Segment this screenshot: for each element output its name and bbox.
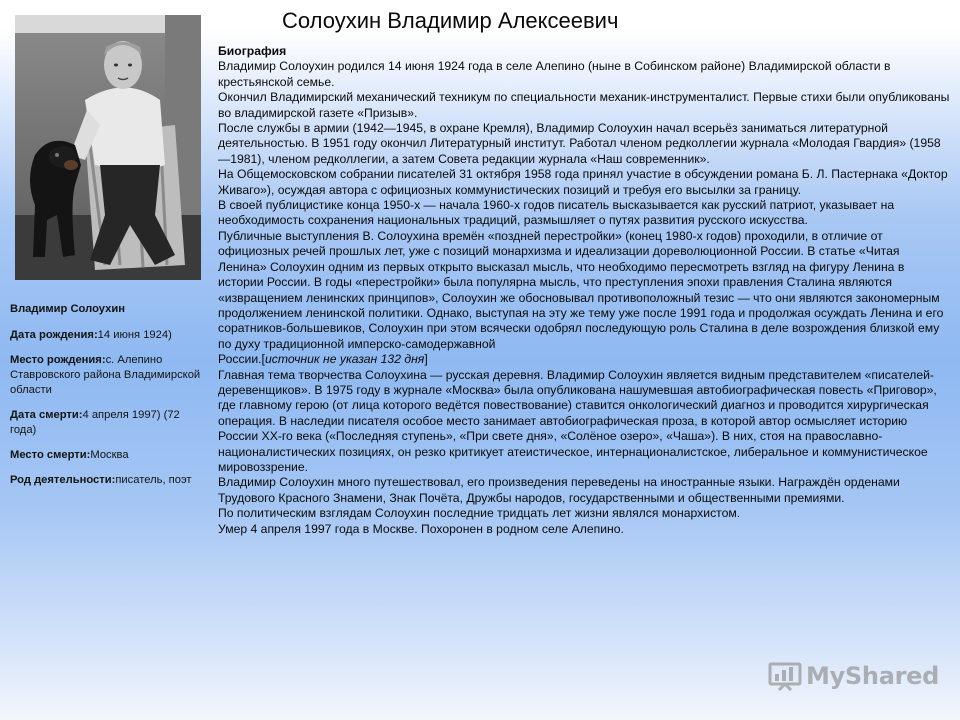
infobox-row-occupation: [10, 473, 206, 488]
presentation-board-icon: [768, 661, 802, 691]
portrait-photo: [15, 15, 201, 280]
bio-text: Публичные выступления В. Солоухина времён «поздней перестройки» (конец 1980-х годов) проходили, в отличие от официозных речей прошлых лет, уже с позиций монархизма и идеализации дореволюционной России. В статье «Читая Ленина» Солоухин одним из первых открыто высказал мысль, что необходимо пересмотреть взгляд на фигуру Ленина в истории России. В годы «перестройки» была популярна мысль, что преступления эпохи правления Сталина являются «извращением ленинских принципов», Солоухин же обосновывал противоположный тезис — что они являются закономерным продолжением ленинской политики. Однако, выступая на эту же тему уже после 1991 года и продолжая осуждать Ленина и его соратников-большевиков, Солоухин при этом всячески одобрял последующую роль Сталина в деле возрождения близкой ему по духу традиционной имперско-самодержавной: [218, 228, 944, 351]
bio-text: ]: [424, 352, 428, 367]
bio-paragraph: В своей публицистике конца 1950-х — начала 1960-х годов писатель высказывается как русский патриот, указывает на необходимость сохранения национальных традиций, размышляет о путях развития русского искусства.: [218, 198, 895, 228]
infobox-value: 14 июня 1924): [97, 329, 172, 341]
infobox-value: Москва: [90, 449, 129, 461]
portrait-illustration: [15, 15, 201, 280]
bio-paragraph-perestroika: [218, 229, 950, 368]
bio-paragraph: Владимир Солоухин родился 14 июня 1924 года в селе Алепино (ныне в Собинском районе) Владимирской области в крестьянской семье.: [218, 59, 891, 89]
infobox-label: Дата смерти:: [10, 409, 83, 421]
infobox-row-birth-place: [10, 353, 206, 398]
biography-heading: Биография: [218, 44, 287, 58]
infobox-row-death-date: [10, 408, 206, 438]
bio-paragraph: Главная тема творчества Солоухина — русская деревня. Владимир Солоухин является видным представителем «писателей-деревенщиков». В 1975 году в журнале «Москва» была опубликована нашумевшая автобиографическая повесть «Приговор», где главному герою (от лица которого ведётся повествование) ставится онкологический диагноз и проводится хирургическая операция. В наследии писателя особое место занимает автобиографическая проза, в которой автор осмысляет историю России XX-го века («Последняя ступень», «При свете дня», «Солёное озеро», «Чаша»). В них, стоя на православно-националистических позициях, он резко критикует атеистическое, интернационалистское, либеральное и коммунистическое мировоззрение.: [218, 367, 937, 474]
infobox-value: с. Алепино Ставровского района Владимирской области: [10, 354, 201, 396]
citation-needed: источник не указан 132 дня: [264, 352, 425, 367]
infobox-row-death-place: [10, 448, 206, 463]
bio-paragraph: После службы в армии (1942—1945, в охране Кремля), Владимир Солоухин начал всерьёз заниматься литературной деятельностью. В 1951 году окончил Литературный институт. Работал членом редколлегии журнала «Молодая Гвардия» (1958—1981), членом редколлегии, а затем Совета редакции журнала «Наш современник».: [218, 121, 941, 166]
infobox-value: писатель, поэт: [115, 474, 192, 486]
page-title: Солоухин Владимир Алексеевич: [282, 8, 619, 33]
infobox-value: 4 апреля 1997) (72 года): [10, 409, 180, 436]
bio-paragraph: Владимир Солоухин много путешествовал, его произведения переведены на иностранные языки. Награждён орденами Трудового Красного Знамени, Знак Почёта, Дружбы народов, государственными и общественными премиями.: [218, 475, 900, 505]
infobox-label: Место рождения:: [10, 354, 106, 366]
bio-paragraph: Умер 4 апреля 1997 года в Москве. Похоронен в родном селе Алепино.: [218, 521, 624, 536]
bio-paragraph: Окончил Владимирский механический техникум по специальности механик-инструменталист. Первые стихи были опубликованы во владимирской газете «Призыв».: [218, 90, 950, 120]
infobox-row-birth-date: [10, 328, 206, 343]
bio-paragraph: На Общемосковском собрании писателей 31 октября 1958 года принял участие в обсуждении романа Б. Л. Пастернака «Доктор Живаго»), осуждая автора с официозных коммунистических позиций и требуя его высылки за границу.: [218, 167, 948, 197]
infobox-label: Место смерти:: [10, 449, 91, 461]
bio-paragraph: По политическим взглядам Солоухин последние тридцать лет жизни являлся монархистом.: [218, 506, 741, 521]
watermark: [768, 656, 948, 696]
watermark-text: MyShared: [806, 662, 939, 690]
infobox-label: Род деятельности:: [10, 474, 116, 486]
infobox-name: Владимир Солоухин: [10, 303, 125, 315]
biography: [218, 44, 950, 537]
infobox: [10, 302, 206, 498]
infobox-label: Дата рождения:: [10, 329, 98, 341]
bio-text: России.[: [218, 352, 265, 367]
